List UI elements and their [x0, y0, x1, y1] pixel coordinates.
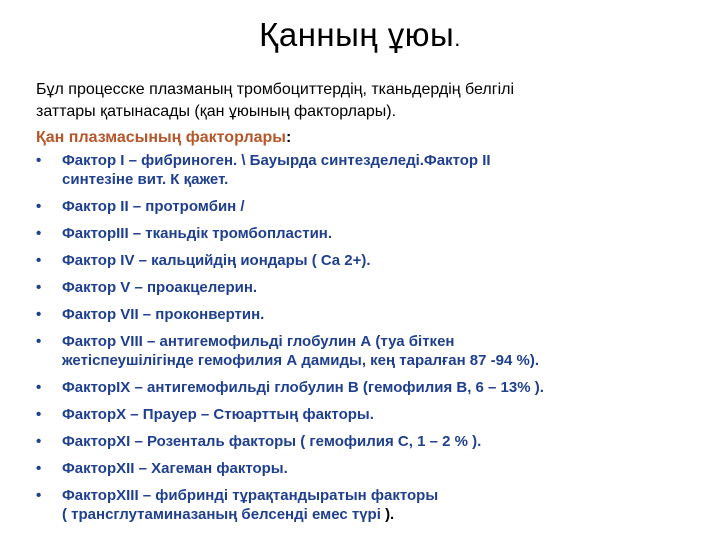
title-dot: .	[454, 26, 461, 51]
bullet-icon: •	[36, 198, 42, 215]
factor-item-12-line-2-text: ( трансглутаминазаның белсенді емес түрі	[62, 506, 386, 523]
factor-item-6	[36, 305, 716, 324]
bullet-icon: •	[36, 406, 42, 423]
bullet-icon: •	[36, 252, 42, 269]
factor-item-5	[36, 278, 716, 297]
plasma-factors-heading-colon: :	[285, 129, 292, 146]
title-text: Қанның ұюы	[259, 16, 455, 53]
factor-item-6-line-1: Фактор VII – проконвертин.	[62, 306, 265, 323]
factor-item-12-line-1: ФакторXIII – фибринді тұрақтандыратын факторы	[62, 487, 439, 504]
bullet-icon: •	[36, 433, 42, 450]
factor-list	[36, 151, 716, 532]
factor-item-7-line-2: жетіспеушілігінде гемофилия А дамиды, кең таралған 87 -94 %).	[62, 352, 539, 369]
factor-item-7-line-1: Фактор VIII – антигемофильді глобулин А (туа біткен	[62, 333, 455, 350]
factor-item-2	[36, 197, 716, 216]
plasma-factors-heading-text: Қан плазмасының факторлары	[36, 129, 286, 146]
factor-item-12	[36, 486, 716, 524]
factor-item-8	[36, 378, 716, 397]
factor-item-5-line-1: Фактор V – проакцелерин.	[62, 279, 258, 296]
factor-item-4-line-1: Фактор IV – кальцийдің иондары ( Ca 2+).	[62, 252, 371, 269]
factor-item-1	[36, 151, 716, 189]
factor-item-12-line-2	[62, 505, 716, 524]
bullet-icon: •	[36, 152, 42, 169]
factor-item-11-line-1: ФакторXII – Хагеман факторы.	[62, 460, 288, 477]
bullet-icon: •	[36, 333, 42, 350]
bullet-icon: •	[36, 225, 42, 242]
factor-item-11	[36, 459, 716, 478]
intro-line-2: заттары қатынасады (қан ұюының факторлары).	[36, 103, 397, 120]
bullet-icon: •	[36, 306, 42, 323]
factor-item-9-line-1: ФакторX – Прауер – Стюарттың факторы.	[62, 406, 374, 423]
intro-line-1: Бұл процесске плазманың тромбоциттердің, тканьдердің белгілі	[36, 81, 515, 98]
bullet-icon: •	[36, 279, 42, 296]
factor-item-9	[36, 405, 716, 424]
factor-item-8-line-1: ФакторIX – антигемофильді глобулин В (гемофилия В, 6 – 13% ).	[62, 379, 544, 396]
bullet-icon: •	[36, 460, 42, 477]
bullet-icon: •	[36, 379, 42, 396]
factor-item-1-line-1: Фактор I – фибриноген. \ Бауырда синтезделеді.Фактор II	[62, 152, 491, 169]
factor-item-1-line-2: синтезіне вит. К қажет.	[62, 171, 229, 188]
slide-title	[0, 16, 720, 54]
factor-item-10-line-1: ФакторXI – Розенталь факторы ( гемофилия С, 1 – 2 % ).	[62, 433, 482, 450]
factor-item-4	[36, 251, 716, 270]
plasma-factors-heading	[36, 127, 291, 149]
factor-item-7	[36, 332, 716, 370]
factor-item-3	[36, 224, 716, 243]
factor-item-10	[36, 432, 716, 451]
intro-paragraph	[36, 79, 676, 123]
factor-item-3-line-1: ФакторIII – тканьдік тромбопластин.	[62, 225, 333, 242]
bullet-icon: •	[36, 487, 42, 504]
factor-item-2-line-1: Фактор II – протромбин /	[62, 198, 245, 215]
factor-item-12-line-2-tail: ).	[385, 506, 395, 523]
